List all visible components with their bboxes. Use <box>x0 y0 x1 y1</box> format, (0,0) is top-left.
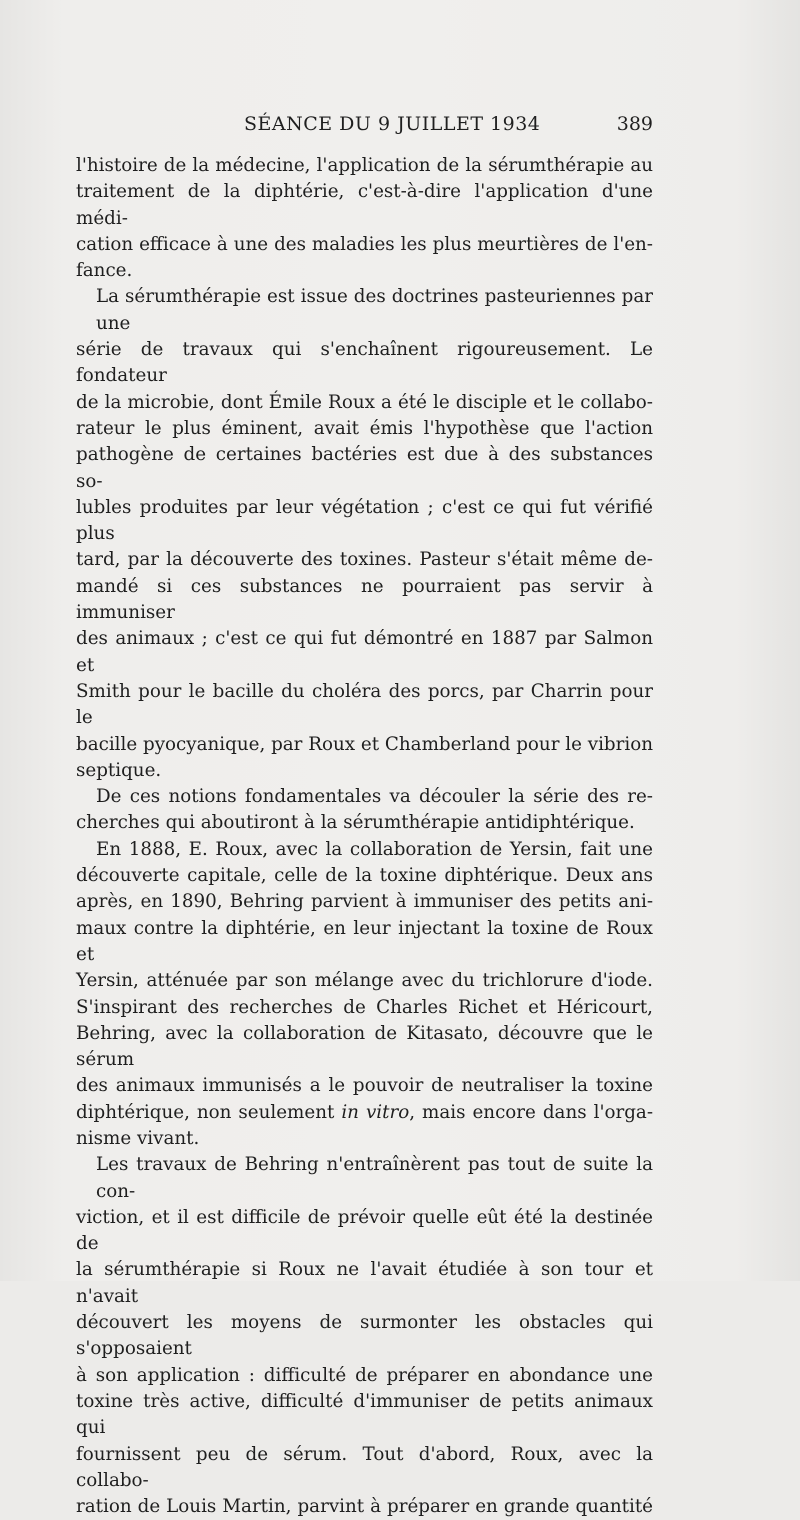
text-line: des animaux ; c'est ce qui fut démontré en 1887 par Salmon et <box>76 628 653 676</box>
text-line: pathogène de certaines bactéries est due à des substances so- <box>76 444 653 492</box>
text-line: fance. <box>76 260 133 282</box>
text-line: Behring, avec la collaboration de Kitasato, découvre que le sérum <box>76 1022 653 1071</box>
text-line: En 1888, E. Roux, avec la collaboration de Yersin, fait une <box>96 838 653 860</box>
text-line: De ces notions fondamentales va découler la série des re- <box>96 786 653 808</box>
text-line: rateur le plus éminent, avait émis l'hypothèse que l'action <box>76 417 653 439</box>
text-line: après, en 1890, Behring parvient à immuniser des petits ani- <box>76 891 653 913</box>
text-line: la sérumthérapie si Roux ne l'avait étudiée à son tour et n'avait <box>76 1259 653 1307</box>
text-line: toxine très active, difficulté d'immuniser de petits animaux qui <box>76 1390 653 1439</box>
text-line: Smith pour le bacille du choléra des porcs, par Charrin pour le <box>76 680 653 729</box>
text-line: nisme vivant. <box>76 1127 200 1149</box>
text-line: mandé si ces substances ne pourraient pas servir à immuniser <box>76 575 653 624</box>
paragraph-5 <box>76 1152 653 1520</box>
body-text <box>76 153 653 1520</box>
page-number: 389 <box>616 113 653 135</box>
text-line: tard, par la découverte des toxines. Pasteur s'était même de- <box>76 549 653 571</box>
text-line: Les travaux de Behring n'entraînèrent pas tout de suite la con- <box>96 1154 653 1202</box>
header-title: SÉANCE DU 9 JUILLET 1934 <box>244 113 541 135</box>
paragraph-2 <box>76 284 653 784</box>
text-line: S'inspirant des recherches de Charles Richet et Héricourt, <box>76 996 653 1018</box>
text-line: à son application : difficulté de préparer en abondance une <box>76 1364 653 1386</box>
text-line: découvert les moyens de surmonter les obstacles qui s'opposaient <box>76 1312 653 1360</box>
paragraph-1 <box>76 153 653 284</box>
text-line: des animaux immunisés a le pouvoir de neutraliser la toxine <box>76 1075 653 1097</box>
text-line: ration de Louis Martin, parvint à préparer en grande quantité <box>76 1496 653 1518</box>
running-header <box>76 113 653 141</box>
paragraph-4 <box>76 837 653 1153</box>
text-line: cherches qui aboutiront à la sérumthérapie antidiphtérique. <box>76 812 635 834</box>
text-line: l'histoire de la médecine, l'application de la sérumthérapie au <box>76 155 653 176</box>
text-line: septique. <box>76 759 162 781</box>
paragraph-3 <box>76 784 653 837</box>
text-line: maux contre la diphtérie, en leur injectant la toxine de Roux et <box>76 917 653 965</box>
text-line: lubles produites par leur végétation ; c'est ce qui fut vérifié plus <box>76 496 653 545</box>
text-line: diphtérique, non seulement in vitro, mais encore dans l'orga- <box>76 1101 653 1123</box>
text-line: série de travaux qui s'enchaînent rigoureusement. Le fondateur <box>76 339 653 387</box>
text-line: cation efficace à une des maladies les plus meurtières de l'en- <box>76 233 653 255</box>
text-line: de la microbie, dont Émile Roux a été le disciple et le collabo- <box>76 391 653 413</box>
text-line: Yersin, atténuée par son mélange avec du trichlorure d'iode. <box>76 970 653 992</box>
text-line: La sérumthérapie est issue des doctrines pasteuriennes par une <box>96 286 653 334</box>
text-line: viction, et il est difficile de prévoir quelle eût été la destinée de <box>76 1206 653 1255</box>
text-line: traitement de la diphtérie, c'est-à-dire l'application d'une médi- <box>76 181 653 229</box>
text-line: découverte capitale, celle de la toxine diphtérique. Deux ans <box>76 865 653 887</box>
text-line: fournissent peu de sérum. Tout d'abord, Roux, avec la collabo- <box>76 1443 653 1491</box>
text-line: bacille pyocyanique, par Roux et Chamberland pour le vibrion <box>76 733 653 755</box>
